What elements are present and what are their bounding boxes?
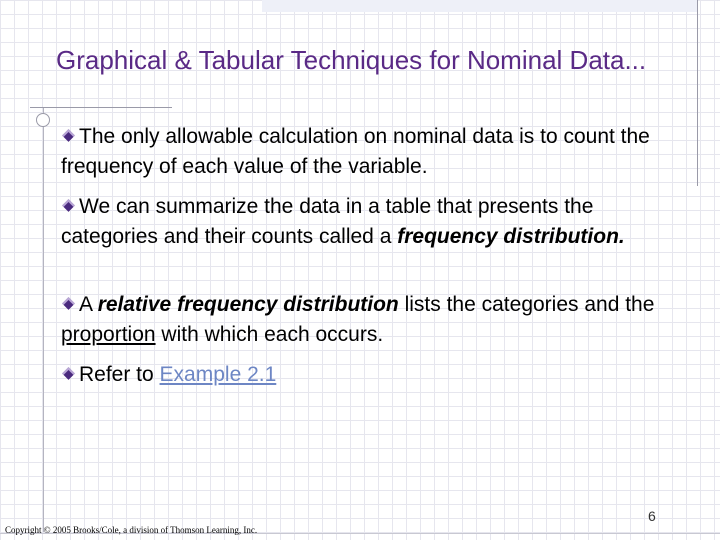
decorative-right-rule [697,0,698,186]
bullet-item-frequency-count [61,122,676,182]
diamond-bullet-icon [62,199,75,212]
example-2-1-link[interactable]: Example 2.1 [159,363,277,386]
bullet-text: with which each occurs. [155,323,384,346]
diamond-bullet-icon [62,297,75,310]
term-frequency-distribution: frequency distribution. [397,225,625,248]
decorative-corner-block [262,0,698,12]
term-relative-frequency-distribution: relative frequency distribution [97,293,399,316]
diamond-bullet-icon [62,129,75,142]
bullet-text: A [79,293,98,316]
title-underline-rule [30,107,172,108]
bullet-text: We can summarize the data in a table that presents the categories and their counts called a [61,195,594,248]
bullet-item-frequency-distribution [61,192,676,252]
term-proportion: proportion [61,323,156,346]
copyright-notice: Copyright © 2005 Brooks/Cole, a division of Thomson Learning, Inc. [5,525,258,535]
bullet-item-relative-frequency [61,290,676,350]
bullet-text: Refer to [79,363,160,386]
page-number: 6 [648,508,656,524]
diamond-bullet-icon [62,367,75,380]
left-vertical-rule [43,108,44,532]
bullet-text: lists the categories and the [398,293,655,316]
bullet-text: The only allowable calculation on nominal data is to count the frequency of each value of the variable. [61,125,650,178]
bullet-item-example-reference [61,360,676,390]
slide-title: Graphical & Tabular Techniques for Nominal Data... [56,45,647,75]
decorative-circle-icon [36,113,50,127]
